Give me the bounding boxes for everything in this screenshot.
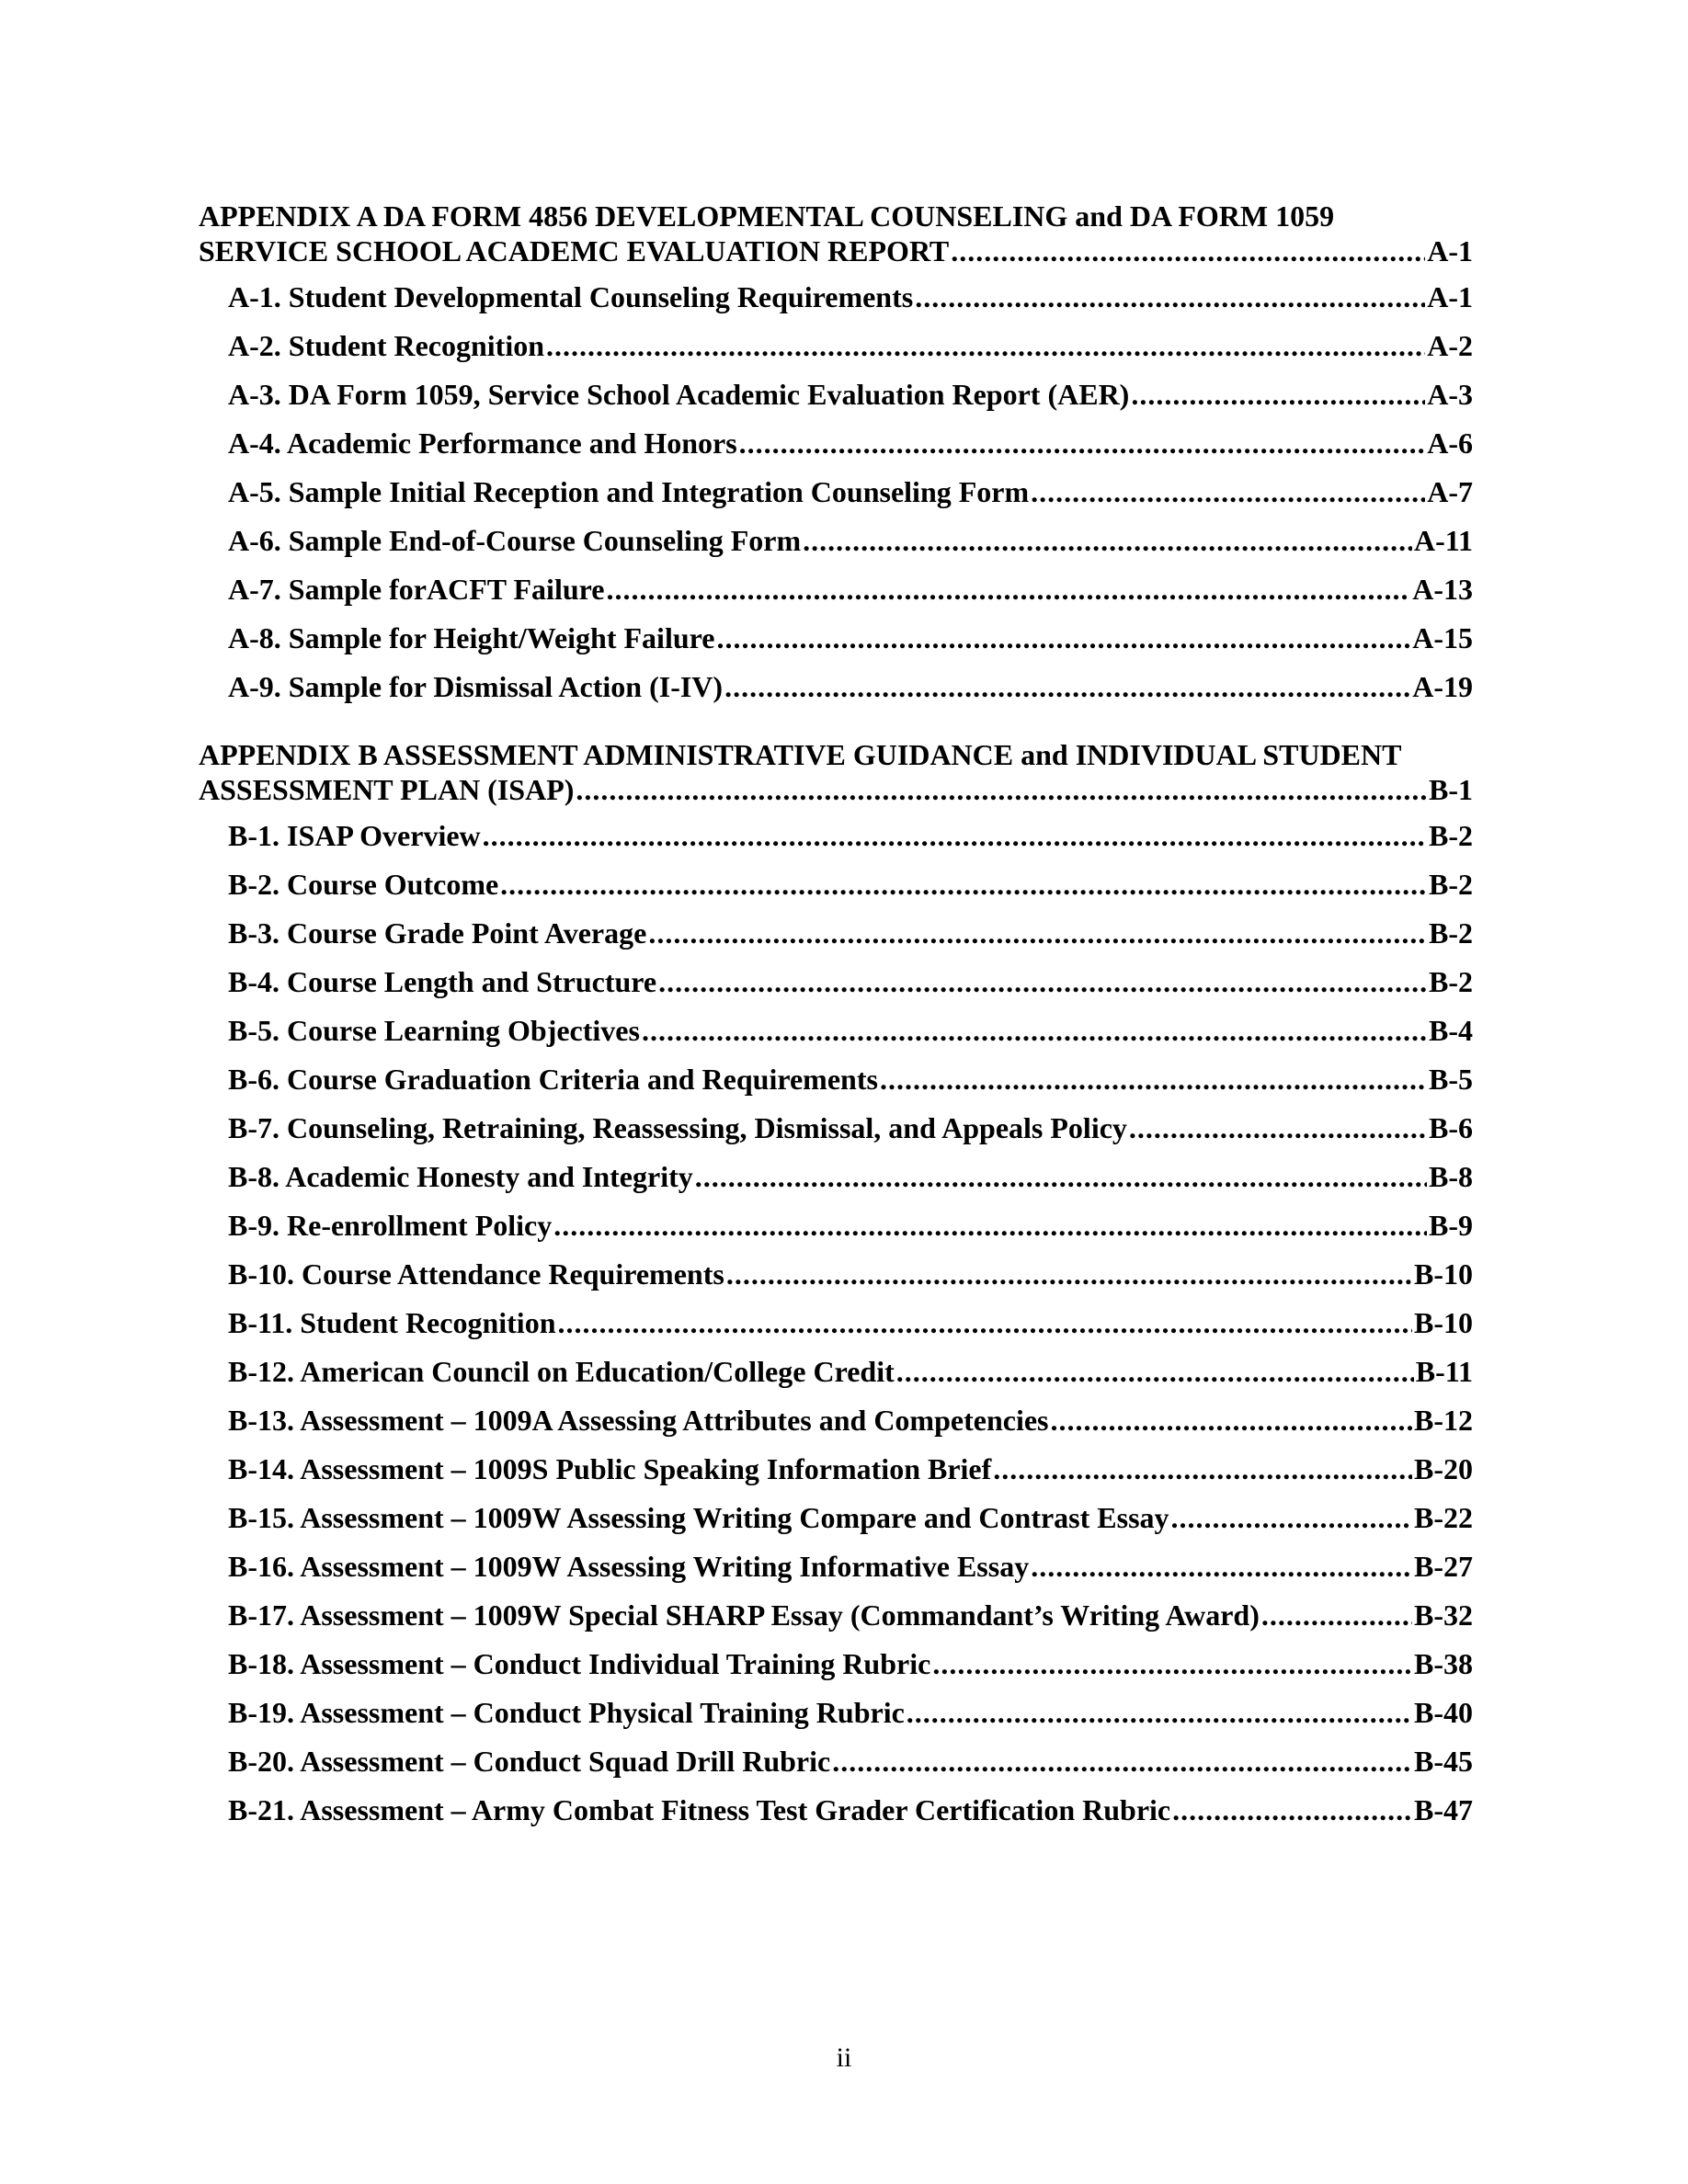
toc-entry-page: A-6 — [1427, 427, 1473, 460]
toc-entry-page: B-10 — [1414, 1306, 1473, 1339]
dot-leader — [907, 1695, 1412, 1730]
dot-leader — [1031, 1549, 1412, 1584]
toc-entry-a-6[interactable] — [199, 523, 1473, 558]
toc-entry-page: B-45 — [1414, 1745, 1473, 1778]
toc-entry-page: B-2 — [1429, 819, 1473, 852]
toc-entry-text: B-17. Assessment – 1009W Special SHARP Essay (Commandant’s Writing Award) — [228, 1598, 1260, 1632]
appendix-b-title-row[interactable] — [199, 772, 1473, 807]
dot-leader — [642, 1013, 1427, 1048]
toc-entry-b-18[interactable] — [199, 1646, 1473, 1681]
toc-entry-text: B-9. Re-enrollment Policy — [228, 1209, 553, 1242]
dot-leader — [1050, 1403, 1412, 1438]
appendix-b-entries — [199, 818, 1473, 1827]
dot-leader — [993, 1451, 1412, 1486]
toc-entry-b-2[interactable] — [199, 867, 1473, 902]
toc-entry-text: A-9. Sample for Dismissal Action (I-IV) — [228, 670, 724, 703]
toc-entry-text: B-1. ISAP Overview — [228, 819, 481, 852]
toc-entry-a-9[interactable] — [199, 669, 1473, 704]
dot-leader — [546, 328, 1425, 363]
dot-leader — [951, 233, 1425, 268]
appendix-b-page: B-1 — [1429, 773, 1473, 806]
toc-entry-text: A-1. Student Developmental Counseling Requirements — [228, 280, 914, 313]
toc-entry-b-8[interactable] — [199, 1159, 1473, 1194]
dot-leader — [1131, 377, 1425, 412]
toc-entry-page: B-12 — [1414, 1404, 1473, 1437]
toc-entry-a-5[interactable] — [199, 474, 1473, 509]
dot-leader — [739, 426, 1426, 461]
toc-entry-page: B-27 — [1414, 1550, 1473, 1583]
toc-entry-b-10[interactable] — [199, 1257, 1473, 1291]
dot-leader — [716, 620, 1410, 655]
appendix-b — [199, 737, 1473, 1827]
toc-entry-text: B-2. Course Outcome — [228, 868, 499, 901]
toc-entry-b-1[interactable] — [199, 818, 1473, 853]
dot-leader — [803, 523, 1412, 558]
toc-entry-page: B-22 — [1414, 1501, 1473, 1534]
appendix-a-title-line1: APPENDIX A DA FORM 4856 DEVELOPMENTAL COUNSELING and DA FORM 1059 — [199, 199, 1335, 233]
dot-leader — [915, 279, 1425, 314]
toc-entry-page: A-15 — [1412, 621, 1473, 654]
toc-entry-text: B-18. Assessment – Conduct Individual Training Rubric — [228, 1647, 931, 1680]
toc-entry-text: A-2. Student Recognition — [228, 329, 545, 362]
toc-entry-page: A-13 — [1412, 573, 1473, 606]
toc-entry-b-16[interactable] — [199, 1549, 1473, 1584]
toc-entry-b-3[interactable] — [199, 916, 1473, 950]
toc-entry-text: B-8. Academic Honesty and Integrity — [228, 1160, 693, 1193]
toc-entry-a-3[interactable] — [199, 377, 1473, 412]
toc-entry-page: A-1 — [1427, 280, 1473, 313]
toc-entry-b-21[interactable] — [199, 1792, 1473, 1827]
dot-leader — [1171, 1500, 1412, 1535]
toc-entry-page: B-8 — [1429, 1160, 1473, 1193]
page-number: ii — [836, 2042, 852, 2073]
toc-entry-text: B-10. Course Attendance Requirements — [228, 1257, 724, 1291]
toc-entry-b-11[interactable] — [199, 1305, 1473, 1340]
dot-leader — [695, 1159, 1427, 1194]
toc-entry-a-4[interactable] — [199, 426, 1473, 461]
toc-entry-text: B-16. Assessment – 1009W Assessing Writing Informative Essay — [228, 1550, 1030, 1583]
toc-entry-page: B-2 — [1429, 965, 1473, 998]
toc-entry-text: B-6. Course Graduation Criteria and Requirements — [228, 1063, 878, 1096]
toc-entry-page: B-2 — [1429, 868, 1473, 901]
toc-entry-text: A-3. DA Form 1059, Service School Academic Evaluation Report (AER) — [228, 378, 1130, 411]
toc-entry-text: A-6. Sample End-of-Course Counseling Form — [228, 524, 802, 557]
appendix-a-title-row[interactable] — [199, 233, 1473, 268]
dot-leader — [724, 669, 1410, 704]
toc-entry-page: A-19 — [1412, 670, 1473, 703]
toc-entry-page: A-2 — [1427, 329, 1473, 362]
dot-leader — [500, 867, 1427, 902]
dot-leader — [1172, 1792, 1412, 1827]
toc-entry-text: B-7. Counseling, Retraining, Reassessing, Dismissal, and Appeals Policy — [228, 1111, 1127, 1144]
appendix-b-title-line2: ASSESSMENT PLAN (ISAP) — [199, 773, 575, 806]
appendix-a-page: A-1 — [1427, 234, 1473, 267]
toc-entry-b-4[interactable] — [199, 964, 1473, 999]
toc-entry-text: B-5. Course Learning Objectives — [228, 1014, 640, 1047]
toc-entry-page: B-9 — [1429, 1209, 1473, 1242]
dot-leader — [557, 1305, 1412, 1340]
toc-entry-text: B-20. Assessment – Conduct Squad Drill Rubric — [228, 1745, 831, 1778]
toc-entry-a-1[interactable] — [199, 279, 1473, 314]
toc-entry-text: A-7. Sample forACFT Failure — [228, 573, 605, 606]
toc-entry-text: B-12. American Council on Education/College Credit — [228, 1355, 895, 1388]
dot-leader — [726, 1257, 1412, 1291]
toc-entry-page: B-11 — [1415, 1355, 1473, 1388]
toc-entry-text: B-3. Course Grade Point Average — [228, 916, 647, 950]
toc-entry-b-14[interactable] — [199, 1451, 1473, 1486]
toc-entry-text: B-13. Assessment – 1009A Assessing Attributes and Competencies — [228, 1404, 1049, 1437]
dot-leader — [932, 1646, 1412, 1681]
dot-leader — [1031, 474, 1425, 509]
toc-entry-text: A-8. Sample for Height/Weight Failure — [228, 621, 715, 654]
dot-leader — [832, 1744, 1412, 1779]
toc-entry-b-12[interactable] — [199, 1354, 1473, 1389]
toc-entry-a-2[interactable] — [199, 328, 1473, 363]
toc-entry-text: B-11. Student Recognition — [228, 1306, 556, 1339]
toc-entry-page: B-10 — [1414, 1257, 1473, 1291]
toc-entry-page: B-2 — [1429, 916, 1473, 950]
toc-entry-page: B-20 — [1414, 1452, 1473, 1485]
toc-entry-b-17[interactable] — [199, 1598, 1473, 1632]
toc-entry-page: B-5 — [1429, 1063, 1473, 1096]
dot-leader — [553, 1208, 1427, 1243]
toc-entry-b-15[interactable] — [199, 1500, 1473, 1535]
toc-entry-page: A-11 — [1414, 524, 1473, 557]
toc-entry-b-5[interactable] — [199, 1013, 1473, 1048]
toc-entry-text: B-14. Assessment – 1009S Public Speaking Information Brief — [228, 1452, 992, 1485]
toc-entry-b-20[interactable] — [199, 1744, 1473, 1779]
toc-entry-page: B-32 — [1414, 1598, 1473, 1632]
dot-leader — [483, 818, 1427, 853]
toc-entry-page: A-7 — [1427, 475, 1473, 508]
toc-entry-b-7[interactable] — [199, 1110, 1473, 1145]
toc-entry-text: B-15. Assessment – 1009W Assessing Writing Compare and Contrast Essay — [228, 1501, 1169, 1534]
toc-entry-page: B-38 — [1414, 1647, 1473, 1680]
toc-entry-text: B-4. Course Length and Structure — [228, 965, 657, 998]
appendix-a — [199, 199, 1473, 704]
toc-entry-text: B-21. Assessment – Army Combat Fitness Test Grader Certification Rubric — [228, 1793, 1171, 1826]
toc-entry-a-8[interactable] — [199, 620, 1473, 655]
toc-entry-text: B-19. Assessment – Conduct Physical Training Rubric — [228, 1696, 905, 1729]
dot-leader — [896, 1354, 1414, 1389]
dot-leader — [648, 916, 1427, 950]
dot-leader — [606, 572, 1410, 607]
toc-entry-b-9[interactable] — [199, 1208, 1473, 1243]
toc-entry-text: A-5. Sample Initial Reception and Integration Counseling Form — [228, 475, 1030, 508]
toc-entry-b-19[interactable] — [199, 1695, 1473, 1730]
toc-entry-a-7[interactable] — [199, 572, 1473, 607]
toc-entry-page: B-40 — [1414, 1696, 1473, 1729]
toc-entry-text: A-4. Academic Performance and Honors — [228, 427, 737, 460]
toc-entry-b-6[interactable] — [199, 1062, 1473, 1097]
appendix-a-title-line2: SERVICE SCHOOL ACADEMC EVALUATION REPORT — [199, 234, 950, 267]
toc-entry-page: B-6 — [1429, 1111, 1473, 1144]
table-of-contents — [199, 199, 1473, 1841]
toc-entry-page: A-3 — [1427, 378, 1473, 411]
dot-leader — [1261, 1598, 1412, 1632]
toc-entry-page: B-4 — [1429, 1014, 1473, 1047]
appendix-a-entries — [199, 279, 1473, 704]
dot-leader — [658, 964, 1427, 999]
dot-leader — [880, 1062, 1427, 1097]
toc-entry-b-13[interactable] — [199, 1403, 1473, 1438]
dot-leader — [1129, 1110, 1427, 1145]
dot-leader — [576, 772, 1427, 807]
appendix-b-title-line1: APPENDIX B ASSESSMENT ADMINISTRATIVE GUIDANCE and INDIVIDUAL STUDENT — [199, 738, 1402, 771]
toc-entry-page: B-47 — [1414, 1793, 1473, 1826]
